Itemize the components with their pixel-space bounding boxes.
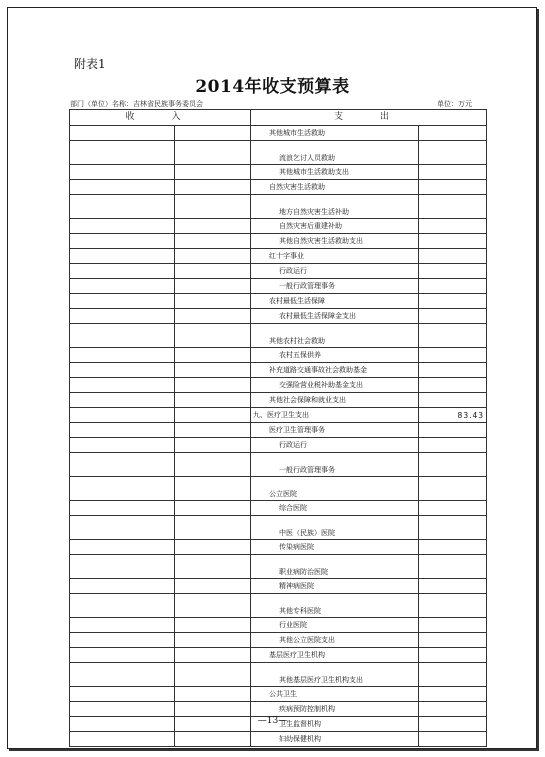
expense-item-cell: 中医（民族）医院	[251, 516, 419, 540]
expense-item-cell: 行业医院	[251, 618, 419, 633]
expense-amount-cell	[419, 378, 487, 393]
expense-amount-cell	[419, 195, 487, 219]
expense-amount-cell	[419, 555, 487, 579]
expense-amount-cell	[419, 732, 487, 747]
expense-amount-cell	[419, 279, 487, 294]
income-amount-cell	[175, 219, 251, 234]
table-row	[70, 234, 487, 249]
expense-item-cell: 其他公立医院支出	[251, 633, 419, 648]
expense-amount-cell	[419, 501, 487, 516]
expense-amount-cell	[419, 141, 487, 165]
income-amount-cell	[175, 594, 251, 618]
expense-item-cell: 其他自然灾害生活救助支出	[251, 234, 419, 249]
expense-item-cell: 交强险营业税补助基金支出	[251, 378, 419, 393]
expense-item-cell: 流浪乞讨人员救助	[251, 141, 419, 165]
income-item-cell	[70, 378, 175, 393]
table-row	[70, 141, 487, 165]
income-item-cell	[70, 540, 175, 555]
income-amount-cell	[175, 234, 251, 249]
table-row	[70, 279, 487, 294]
table-row	[70, 264, 487, 279]
income-item-cell	[70, 279, 175, 294]
income-item-cell	[70, 408, 175, 423]
income-item-cell	[70, 393, 175, 408]
table-row	[70, 663, 487, 687]
expense-item-cell: 补充道路交通事故社会救助基金	[251, 363, 419, 378]
expense-amount-cell	[419, 477, 487, 501]
expense-item-cell: 精神病医院	[251, 579, 419, 594]
income-item-cell	[70, 195, 175, 219]
expense-item-cell: 九、医疗卫生支出	[251, 408, 419, 423]
income-header: 收 入	[70, 110, 251, 126]
income-amount-cell	[175, 279, 251, 294]
income-amount-cell	[175, 501, 251, 516]
expense-amount-cell	[419, 453, 487, 477]
expense-amount-cell: 83.43	[419, 408, 487, 423]
income-amount-cell	[175, 348, 251, 363]
income-amount-cell	[175, 453, 251, 477]
expense-item-cell: 医疗卫生管理事务	[251, 423, 419, 438]
income-item-cell	[70, 348, 175, 363]
income-item-cell	[70, 264, 175, 279]
expense-item-cell: 一般行政管理事务	[251, 453, 419, 477]
income-item-cell	[70, 438, 175, 453]
table-row	[70, 219, 487, 234]
expense-item-cell: 其他农村社会救助	[251, 324, 419, 348]
income-amount-cell	[175, 555, 251, 579]
expense-amount-cell	[419, 423, 487, 438]
table-row	[70, 378, 487, 393]
expense-amount-cell	[419, 393, 487, 408]
page-number: —13—	[257, 716, 288, 726]
table-row	[70, 393, 487, 408]
expense-amount-cell	[419, 294, 487, 309]
income-item-cell	[70, 423, 175, 438]
income-amount-cell	[175, 408, 251, 423]
expense-item-cell: 农村最低生活保障	[251, 294, 419, 309]
expense-amount-cell	[419, 579, 487, 594]
expense-amount-cell	[419, 363, 487, 378]
income-item-cell	[70, 219, 175, 234]
income-item-cell	[70, 555, 175, 579]
income-item-cell	[70, 687, 175, 702]
income-amount-cell	[175, 264, 251, 279]
expense-item-cell: 公立医院	[251, 477, 419, 501]
income-amount-cell	[175, 126, 251, 141]
expense-item-cell: 综合医院	[251, 501, 419, 516]
income-item-cell	[70, 618, 175, 633]
table-row	[70, 408, 487, 423]
expense-amount-cell	[419, 594, 487, 618]
table-row	[70, 348, 487, 363]
table-row	[70, 579, 487, 594]
table-row	[70, 618, 487, 633]
income-amount-cell	[175, 393, 251, 408]
table-row	[70, 687, 487, 702]
table-row	[70, 324, 487, 348]
income-amount-cell	[175, 663, 251, 687]
income-amount-cell	[175, 249, 251, 264]
table-row	[70, 594, 487, 618]
expense-item-cell: 妇幼保健机构	[251, 732, 419, 747]
expense-item-cell: 其他城市生活救助	[251, 126, 419, 141]
income-item-cell	[70, 501, 175, 516]
table-row	[70, 633, 487, 648]
expense-item-cell: 一般行政管理事务	[251, 279, 419, 294]
expense-amount-cell	[419, 702, 487, 717]
income-item-cell	[70, 249, 175, 264]
income-item-cell	[70, 141, 175, 165]
expense-amount-cell	[419, 516, 487, 540]
expense-amount-cell	[419, 324, 487, 348]
expense-item-cell: 其他城市生活救助支出	[251, 165, 419, 180]
expense-amount-cell	[419, 180, 487, 195]
expense-amount-cell	[419, 633, 487, 648]
expense-header: 支 出	[251, 110, 487, 126]
department-name: 部门（单位）名称：吉林省民族事务委员会	[70, 100, 203, 108]
income-amount-cell	[175, 702, 251, 717]
table-row	[70, 555, 487, 579]
income-item-cell	[70, 732, 175, 747]
expense-amount-cell	[419, 219, 487, 234]
income-item-cell	[70, 126, 175, 141]
expense-amount-cell	[419, 309, 487, 324]
income-amount-cell	[175, 378, 251, 393]
table-row	[70, 702, 487, 717]
income-amount-cell	[175, 294, 251, 309]
table-row	[70, 453, 487, 477]
expense-item-cell: 公共卫生	[251, 687, 419, 702]
expense-item-cell: 行政运行	[251, 438, 419, 453]
table-row	[70, 126, 487, 141]
expense-amount-cell	[419, 165, 487, 180]
expense-item-cell: 农村最低生活保障金支出	[251, 309, 419, 324]
expense-item-cell: 地方自然灾害生活补助	[251, 195, 419, 219]
table-row	[70, 294, 487, 309]
expense-item-cell: 职业病防治医院	[251, 555, 419, 579]
income-item-cell	[70, 234, 175, 249]
table-row	[70, 180, 487, 195]
table-row	[70, 438, 487, 453]
income-item-cell	[70, 477, 175, 501]
income-item-cell	[70, 579, 175, 594]
income-amount-cell	[175, 540, 251, 555]
expense-item-cell: 红十字事业	[251, 249, 419, 264]
income-item-cell	[70, 594, 175, 618]
expense-item-cell: 基层医疗卫生机构	[251, 648, 419, 663]
table-row	[70, 309, 487, 324]
expense-item-cell: 自然灾害后重建补助	[251, 219, 419, 234]
income-item-cell	[70, 453, 175, 477]
expense-amount-cell	[419, 540, 487, 555]
income-amount-cell	[175, 618, 251, 633]
income-amount-cell	[175, 423, 251, 438]
income-amount-cell	[175, 180, 251, 195]
expense-amount-cell	[419, 234, 487, 249]
income-item-cell	[70, 180, 175, 195]
income-item-cell	[70, 165, 175, 180]
expense-item-cell: 其他基层医疗卫生机构支出	[251, 663, 419, 687]
expense-item-cell: 行政运行	[251, 264, 419, 279]
expense-amount-cell	[419, 126, 487, 141]
table-row	[70, 477, 487, 501]
table-row	[70, 540, 487, 555]
expense-amount-cell	[419, 618, 487, 633]
table-row	[70, 363, 487, 378]
income-item-cell	[70, 294, 175, 309]
income-amount-cell	[175, 579, 251, 594]
income-item-cell	[70, 324, 175, 348]
expense-amount-cell	[419, 648, 487, 663]
income-item-cell	[70, 702, 175, 717]
income-amount-cell	[175, 732, 251, 747]
income-amount-cell	[175, 438, 251, 453]
income-item-cell	[70, 648, 175, 663]
expense-item-cell: 传染病医院	[251, 540, 419, 555]
income-amount-cell	[175, 309, 251, 324]
page-title: 2014年收支预算表	[195, 77, 350, 97]
expense-amount-cell	[419, 687, 487, 702]
table-row	[70, 165, 487, 180]
income-amount-cell	[175, 633, 251, 648]
expense-item-cell: 其他社会保障和就业支出	[251, 393, 419, 408]
income-amount-cell	[175, 648, 251, 663]
table-row	[70, 516, 487, 540]
expense-amount-cell	[419, 438, 487, 453]
table-row	[70, 423, 487, 438]
budget-table	[69, 109, 487, 747]
expense-item-cell: 卫生监督机构	[251, 717, 419, 732]
expense-amount-cell	[419, 264, 487, 279]
expense-item-cell: 其他专科医院	[251, 594, 419, 618]
expense-item-cell: 农村五保供养	[251, 348, 419, 363]
income-item-cell	[70, 309, 175, 324]
table-row	[70, 195, 487, 219]
income-amount-cell	[175, 477, 251, 501]
table-header-row	[70, 110, 487, 126]
income-item-cell	[70, 633, 175, 648]
income-amount-cell	[175, 165, 251, 180]
income-item-cell	[70, 663, 175, 687]
attachment-label: 附表1	[74, 57, 106, 71]
table-row	[70, 732, 487, 747]
expense-amount-cell	[419, 663, 487, 687]
income-amount-cell	[175, 363, 251, 378]
income-item-cell	[70, 363, 175, 378]
income-amount-cell	[175, 141, 251, 165]
income-amount-cell	[175, 516, 251, 540]
income-item-cell	[70, 516, 175, 540]
income-amount-cell	[175, 324, 251, 348]
income-amount-cell	[175, 687, 251, 702]
expense-item-cell: 自然灾害生活救助	[251, 180, 419, 195]
unit-label: 单位：万元	[437, 100, 472, 108]
income-amount-cell	[175, 195, 251, 219]
expense-amount-cell	[419, 348, 487, 363]
table-row	[70, 501, 487, 516]
expense-item-cell: 疾病预防控制机构	[251, 702, 419, 717]
table-row	[70, 648, 487, 663]
expense-amount-cell	[419, 249, 487, 264]
table-row	[70, 249, 487, 264]
